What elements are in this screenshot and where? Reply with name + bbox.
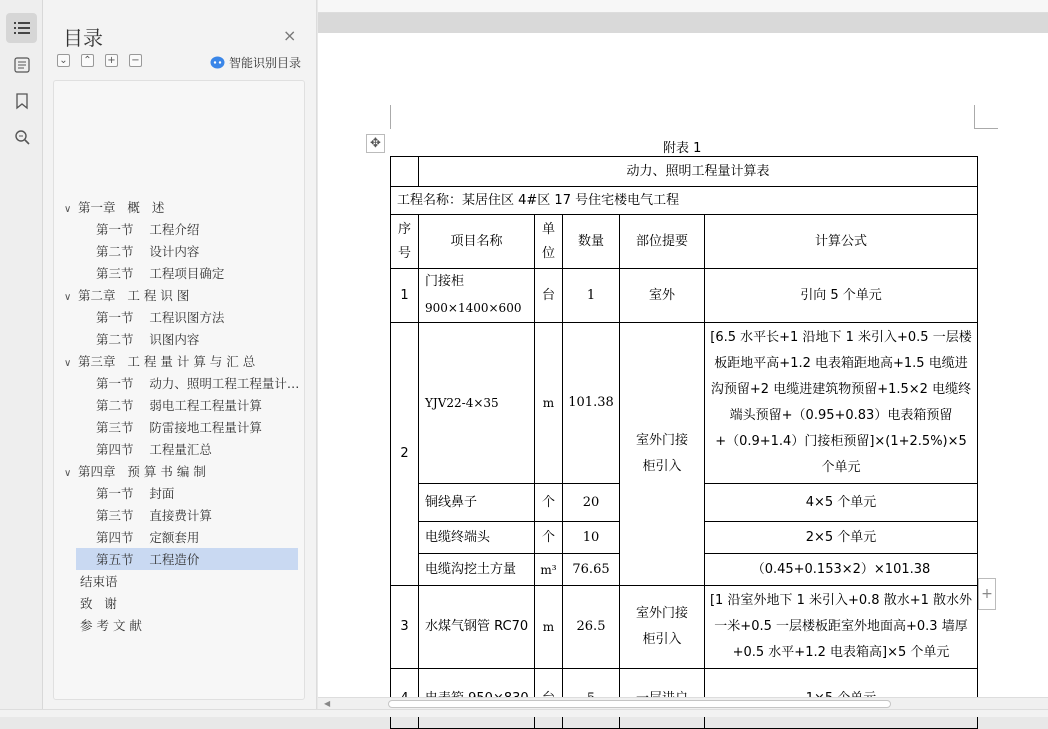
- remove-heading-button[interactable]: −: [129, 54, 142, 67]
- header-no: [391, 215, 419, 269]
- row-no: 1: [391, 269, 419, 323]
- table-title: 动力、照明工程量计算表: [419, 157, 978, 187]
- toc-item[interactable]: [96, 417, 298, 439]
- item-unit: 台: [535, 269, 563, 323]
- item-name: YJV22-4×35: [419, 323, 535, 484]
- find-icon[interactable]: [6, 122, 37, 152]
- item-name: [419, 269, 535, 323]
- item-formula: 引向 5 个单元: [705, 269, 978, 323]
- toc-item-label: 第二节 弱电工程工程量计算: [96, 398, 262, 413]
- toc-item-label: 第二章 工 程 识 图: [78, 288, 190, 303]
- toc-item-label: 第一节 工程识图方法: [96, 310, 225, 325]
- item-qty: 10: [563, 522, 620, 554]
- item-unit: 个: [535, 522, 563, 554]
- ruler-bar: [318, 0, 1048, 13]
- item-formula: [6.5 水平长+1 沿地下 1 米引入+0.5 一层楼板距地平高+1.2 电表箱距地高+1.5 电缆进沟预留+2 电缆进建筑物预留+1.5×2 电缆终端头预留+（0.95+0.83）电表箱预留+（0.9+1.4）门接柜预留]×(1+2.5%)×5 个单元: [705, 323, 978, 484]
- header-qty: 数量: [563, 215, 620, 269]
- item-qty: 26.5: [563, 586, 620, 669]
- toc-item-label: 第五节 工程造价: [96, 552, 200, 567]
- appendix-label: 附表 1: [663, 141, 702, 156]
- item-name-line2: 900×1400×600: [425, 301, 522, 315]
- toc-item[interactable]: [64, 285, 298, 307]
- page-gap: [318, 13, 1048, 33]
- collapse-all-button[interactable]: ⌄: [57, 54, 70, 67]
- item-qty: 76.65: [563, 554, 620, 586]
- item-unit: m³: [535, 554, 563, 586]
- toc-item[interactable]: [64, 197, 298, 219]
- toc-item[interactable]: [96, 307, 298, 329]
- item-qty: 101.38: [563, 323, 620, 484]
- item-formula: 4×5 个单元: [705, 484, 978, 522]
- smart-toc-button[interactable]: [210, 54, 301, 71]
- toc-item-label: 第三章 工 程 量 计 算 与 汇 总: [78, 354, 256, 369]
- header-unit-line2: 位: [541, 245, 555, 261]
- header-formula: 计算公式: [705, 215, 978, 269]
- item-location: [620, 586, 705, 669]
- item-name: 电缆沟挖土方量: [419, 554, 535, 586]
- item-qty: 1: [563, 269, 620, 323]
- table-row: [391, 269, 978, 323]
- toc-item-label: 第一节 封面: [96, 486, 175, 501]
- toc-item-label: 第一章 概 述: [78, 200, 165, 215]
- toc-item[interactable]: [96, 263, 298, 285]
- add-heading-button[interactable]: +: [105, 54, 118, 67]
- toc-item-label: 结束语: [80, 574, 118, 589]
- document-page[interactable]: [318, 33, 1048, 713]
- bookmark-icon[interactable]: [6, 86, 37, 116]
- header-no-line2: 号: [397, 245, 411, 261]
- toc-item-label: 第二节 设计内容: [96, 244, 200, 259]
- toc-item[interactable]: [96, 527, 298, 549]
- item-formula: （0.45+0.153×2）×101.38: [705, 554, 978, 586]
- toc-item[interactable]: [96, 329, 298, 351]
- toc-toggle-icon[interactable]: [6, 13, 37, 43]
- toc-item[interactable]: [80, 615, 298, 637]
- toc-item[interactable]: [96, 505, 298, 527]
- sidebar-rail: [0, 0, 43, 717]
- horizontal-scrollbar[interactable]: [318, 697, 1048, 709]
- toc-item[interactable]: [96, 241, 298, 263]
- table-row: [391, 187, 978, 215]
- item-unit: m: [535, 323, 563, 484]
- crop-mark: [390, 105, 391, 129]
- scroll-left-icon[interactable]: ◀: [324, 699, 331, 708]
- toc-item-label: 第四节 工程量汇总: [96, 442, 212, 457]
- close-icon[interactable]: ×: [283, 26, 297, 45]
- header-item: 项目名称: [419, 215, 535, 269]
- toc-item[interactable]: [96, 483, 298, 505]
- header-row: [391, 215, 978, 269]
- header-location: 部位提要: [620, 215, 705, 269]
- item-qty: 20: [563, 484, 620, 522]
- row-no: 3: [391, 586, 419, 669]
- project-name: 工程名称：某居住区 4#区 17 号住宅楼电气工程: [391, 187, 978, 215]
- header-no-line1: 序: [397, 221, 411, 237]
- status-bar: [0, 709, 1048, 717]
- toc-item-label: 第四章 预 算 书 编 制: [78, 464, 206, 479]
- header-unit-line1: 单: [541, 221, 555, 237]
- item-location: [620, 323, 705, 586]
- chevron-down-icon[interactable]: ∨: [64, 358, 72, 369]
- toc-title: 目录: [63, 26, 103, 50]
- toc-item-label: 第一节 工程介绍: [96, 222, 200, 237]
- toc-item-label: 第三节 直接费计算: [96, 508, 212, 523]
- toc-panel: [43, 0, 317, 717]
- smart-toc-icon: [210, 56, 225, 69]
- item-unit: 个: [535, 484, 563, 522]
- toc-item[interactable]: [64, 351, 298, 373]
- toc-item[interactable]: [64, 461, 298, 483]
- toc-item-label: 参 考 文 献: [80, 618, 142, 633]
- table-move-handle[interactable]: ✥: [366, 134, 385, 153]
- chevron-down-icon[interactable]: ∨: [64, 204, 72, 215]
- table-cell: [391, 157, 419, 187]
- crop-mark: [974, 105, 998, 129]
- item-location-line1: 室外门接: [635, 433, 688, 448]
- smart-toc-label: 智能识别目录: [229, 56, 302, 70]
- add-row-button[interactable]: +: [978, 578, 996, 610]
- toc-item[interactable]: [96, 549, 298, 571]
- item-formula: [1 沿室外地下 1 米引入+0.8 散水+1 散水外一米+0.5 一层楼板距室外地面高+0.3 墙厚+0.5 水平+1.2 电表箱高]×5 个单元: [705, 586, 978, 669]
- toc-item-label: 第三节 防雷接地工程量计算: [96, 420, 262, 435]
- outline-icon[interactable]: [6, 50, 37, 80]
- chevron-down-icon[interactable]: ∨: [64, 468, 72, 479]
- toc-item-label: 第四节 定额套用: [96, 530, 200, 545]
- table-row: [391, 323, 978, 484]
- toc-item-label: 第三节 工程项目确定: [96, 266, 225, 281]
- item-location-line2: 柜引入: [642, 632, 682, 647]
- table-row: [391, 586, 978, 669]
- header-unit: [535, 215, 563, 269]
- expand-up-button[interactable]: ⌃: [81, 54, 94, 67]
- toc-item-label: 第二节 识图内容: [96, 332, 200, 347]
- item-name-line1: 门接柜: [425, 274, 465, 289]
- chevron-down-icon[interactable]: ∨: [64, 292, 72, 303]
- table-row: [391, 157, 978, 187]
- toc-item[interactable]: [96, 373, 298, 395]
- item-name: 水煤气钢管 RC70: [419, 586, 535, 669]
- toc-item-label: 第一节 动力、照明工程工程量计…: [96, 376, 300, 391]
- item-formula: 2×5 个单元: [705, 522, 978, 554]
- document-area[interactable]: [318, 0, 1048, 697]
- item-location: 室外: [620, 269, 705, 323]
- toc-item[interactable]: [96, 219, 298, 241]
- item-name: 铜线鼻子: [419, 484, 535, 522]
- toc-item[interactable]: [80, 571, 298, 593]
- item-name: 电缆终端头: [419, 522, 535, 554]
- toc-item-label: 致 谢: [80, 596, 117, 611]
- item-location-line1: 室外门接: [635, 606, 688, 621]
- toc-item[interactable]: [80, 593, 298, 615]
- scrollbar-thumb[interactable]: [388, 700, 891, 708]
- item-unit: m: [535, 586, 563, 669]
- item-location-line2: 柜引入: [642, 459, 682, 474]
- calculation-table: [390, 156, 978, 729]
- toc-item[interactable]: [96, 395, 298, 417]
- toc-item[interactable]: [96, 439, 298, 461]
- row-no: 2: [391, 323, 419, 586]
